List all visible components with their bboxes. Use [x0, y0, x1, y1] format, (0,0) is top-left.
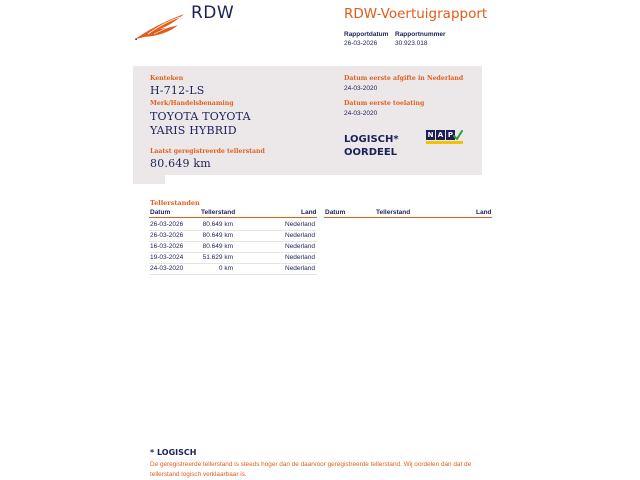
- row-country: Nederland: [285, 232, 315, 239]
- col-date-right: Datum: [325, 209, 346, 216]
- report-number: 30.923.018: [395, 40, 428, 47]
- verdict-line2: OORDEEL: [344, 147, 398, 158]
- row-date: 26-03-2026: [150, 232, 184, 239]
- nap-letter-p: P: [447, 131, 454, 139]
- footnote-text: De geregistreerde tellerstand is steeds hoger dan de daarvoor geregistreerde tellerstand. Wij oordelen dan dat de tellerstand logisch verklaarbaar is.: [150, 461, 472, 478]
- nap-badge: [426, 130, 463, 145]
- table-row: [149, 231, 317, 242]
- panel-tab: [133, 175, 165, 184]
- brand-name: RDW: [191, 3, 235, 23]
- row-odometer: 0 km: [218, 265, 233, 272]
- row-date: 19-03-2024: [150, 254, 184, 261]
- col-odometer-right: Tellerstand: [376, 209, 411, 216]
- table-row: [149, 242, 317, 253]
- row-date: 26-03-2026: [150, 221, 184, 228]
- rdw-logo-icon: [134, 12, 186, 40]
- row-date: 24-03-2020: [150, 265, 184, 272]
- readings-title: Tellerstanden: [150, 199, 200, 207]
- row-country: Nederland: [285, 221, 315, 228]
- odometer-label: Laatst geregistreerde tellerstand: [150, 148, 265, 155]
- first-admission-label: Datum eerste toelating: [344, 100, 425, 107]
- col-country: Land: [301, 209, 317, 216]
- first-issue-nl-label: Datum eerste afgifte in Nederland: [344, 75, 464, 82]
- col-country-right: Land: [476, 209, 492, 216]
- row-country: Nederland: [285, 265, 315, 272]
- verdict: [344, 133, 399, 159]
- col-odometer: Tellerstand: [201, 209, 236, 216]
- col-date: Datum: [150, 209, 171, 216]
- report-number-label: Rapportnummer: [395, 31, 446, 38]
- row-odometer: 51.629 km: [202, 254, 233, 261]
- nap-letter-n: N: [427, 131, 434, 139]
- verdict-line1: LOGISCH*: [344, 134, 399, 145]
- nap-bar: [426, 141, 463, 144]
- row-date: 16-03-2026: [150, 243, 184, 250]
- table-row: [149, 264, 317, 275]
- make-line1: TOYOTA TOYOTA: [150, 110, 251, 123]
- row-odometer: 80.649 km: [202, 221, 233, 228]
- row-odometer: 80.649 km: [202, 243, 233, 250]
- plate-value: H-712-LS: [150, 84, 205, 97]
- row-odometer: 80.649 km: [202, 232, 233, 239]
- checkmark-icon: [453, 130, 463, 141]
- make-line2: YARIS HYBRID: [150, 124, 237, 137]
- plate-label: Kenteken: [150, 75, 184, 82]
- first-admission-value: 24-03-2020: [344, 110, 378, 117]
- make-label: Merk/Handelsbenaming: [150, 100, 234, 107]
- footnote-title: * LOGISCH: [150, 448, 197, 457]
- report-date-label: Rapportdatum: [344, 31, 389, 38]
- report-title: RDW-Voertuigrapport: [344, 6, 488, 22]
- table-row: [149, 253, 317, 264]
- odometer-value: 80.649 km: [150, 157, 211, 170]
- report-date: 26-03-2026: [344, 40, 378, 47]
- header-rule-right: [324, 217, 492, 218]
- first-issue-nl-value: 24-03-2020: [344, 85, 378, 92]
- row-country: Nederland: [285, 243, 315, 250]
- row-country: Nederland: [285, 254, 315, 261]
- nap-letter-a: A: [437, 131, 444, 139]
- header-rule-left: [149, 217, 317, 218]
- table-row: [149, 220, 317, 231]
